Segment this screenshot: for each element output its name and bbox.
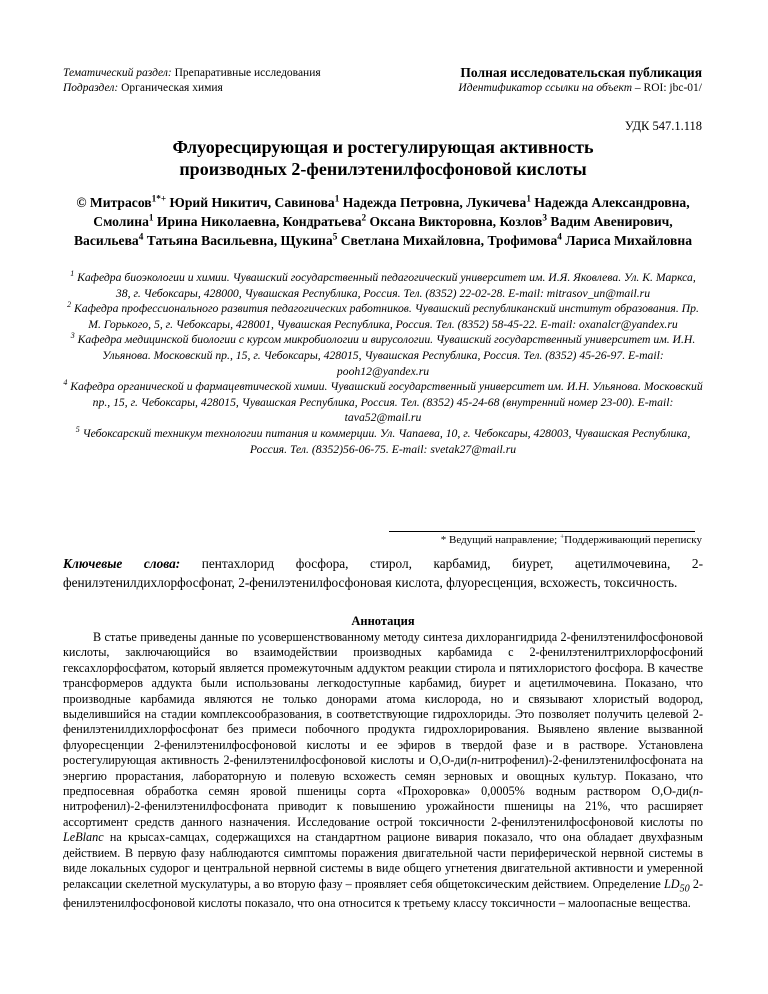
subsection-label: Подраздел: xyxy=(63,82,119,94)
author-rest: Лариса Михайловна xyxy=(561,233,692,248)
annotation-subscript: 50 xyxy=(679,882,690,894)
affiliation-list xyxy=(63,270,703,457)
affiliation-1 xyxy=(63,270,703,301)
section-line xyxy=(63,66,321,81)
author-name: Васильева xyxy=(73,233,139,248)
footnote-text: * Ведущий направление; xyxy=(440,534,560,546)
annotation-part: 2-фенилэтенилфосфоновой кислоты показало, что она относится к третьему классу токсичности – малоопасные вещества. xyxy=(63,876,703,911)
author-rest: Светлана Михайловна, xyxy=(337,233,488,248)
section-label: Тематический раздел: xyxy=(63,67,172,79)
author-name: Савинова xyxy=(274,195,335,210)
author-affiliation-mark: 1 xyxy=(148,212,154,223)
author-affiliation-mark: 1 xyxy=(334,193,340,204)
affiliation-text: Кафедра профессионального развития педагогических работников. Чувашский республиканский институт образования. Пр. М. Горького, 5, г. Чебоксары, 428001, Чувашская Республика, Россия. Тел. (8352) 58-45-22. E-mail: oxanalcr@yandex.ru xyxy=(71,302,699,331)
annotation-heading: Аннотация xyxy=(351,614,415,628)
annotation-italic: LD xyxy=(663,876,680,891)
header-right xyxy=(458,64,702,96)
author-affiliation-mark: 1*+ xyxy=(151,193,167,204)
affiliation-text: Кафедра органической и фармацевтической химии. Чувашский государственный университет им. И.Н. Ульянова. Московский пр., 15, г. Чебоксары, 428015, Чувашская Республика, Россия. Тел. (8352) 45-24-68 (внутренний номер 23-00). E-mail: tava52@mail.ru xyxy=(67,380,703,425)
annotation-part: -нитрофенил)-2-фенилэтенилфосфоната приводит к повышению урожайности пшеницы на 21%, что расширяет ассортимент средств данного назначения. Исследование острой токсичности 2-фенилэтенилфосфоновой кислоты по xyxy=(63,784,703,829)
affiliation-2 xyxy=(63,301,703,332)
title-line-2: производных 2-фенилэтенилфосфоновой кислоты xyxy=(179,159,587,179)
author-name: Козлов xyxy=(499,214,543,229)
author-rest: Надежда Александровна, xyxy=(530,195,690,210)
title-line-1: Флуоресцирующая и ростегулирующая активность xyxy=(172,137,594,157)
affiliation-number: 4 xyxy=(63,378,68,388)
section-value: Препаративные исследования xyxy=(174,67,321,79)
author-name: Щукина xyxy=(280,233,333,248)
affiliation-number: 3 xyxy=(70,331,75,341)
author-rest: Юрий Никитич, xyxy=(166,195,275,210)
author-affiliation-mark: 4 xyxy=(557,231,562,242)
author-name: Лукичева xyxy=(466,195,527,210)
annotation-italic: п xyxy=(692,784,699,799)
affiliation-text: Кафедра медицинской биологии с курсом микробиологии и вирусологии. Чувашский государственный университет им. И.Н. Ульянова. Московский пр., 15, г. Чебоксары, 428015, Чувашская Республика, Россия. Тел. (8352) 45-26-97. E-mail: pooh12@yandex.ru xyxy=(74,333,696,378)
keywords-text: пентахлорид фосфора, стирол, карбамид, биурет, ацетилмочевина, 2-фенилэтенилдихлорфосфонат, 2-фенилэтенилфосфоновая кислота, флуоресценция, всхожесть, токсичность. xyxy=(63,556,703,590)
affiliation-text: Кафедра биоэкологии и химии. Чувашский государственный педагогический университет им. И.Я. Яковлева. Ул. К. Маркса, 38, г. Чебоксары, 428000, Чувашская Республика, Россия. Тел. (8352) 22-02-28. E-mail: mitrasov_un@mail.ru xyxy=(74,271,696,300)
reference-line xyxy=(458,81,702,96)
annotation-part: на крысах-самцах, содержащихся на стандартном рационе вивария показало, что она обладает двухфазным действием. В первую фазу наблюдаются симптомы поражения двигательной части периферической нервной системы в виде локальных судорог и центральной нервной системы в виде общего угнетения двигательной активности и умеренной релаксации скелетной мускулатуры, а во вторую фазу – проявляет себя общетоксическим действием. Определение xyxy=(63,830,703,891)
author-rest: Надежда Петровна, xyxy=(339,195,467,210)
author-rest: Ирина Николаевна, xyxy=(153,214,283,229)
footnote-divider xyxy=(389,531,695,532)
author-name: Кондратьева xyxy=(282,214,362,229)
author-rest: Вадим Авенирович, xyxy=(546,214,673,229)
annotation-part: В статье приведены данные по усовершенствованному методу синтеза дихлорангидрида 2-фенилэтенилфосфоновой кислоты, заключающийся во взаимодействии производных карбамида с 2-фенилэтенилтрихлорфосфоний гексахлорфосфатом, который является промежуточным аддуктом реакции стирола и пятихлористого фосфора. В качестве трансформеров аддукта были использованы легкодоступные карбамид, биурет и ацетилмочевина. Показано, что производные карбамида являются не только донорами атома кислорода, но и связывают хлористый водород, выделившийся на стадии комплексообразования, в соответствующие гидрохлориды. Это позволяет получить целевой 2-фенилэтенилдихлорфосфонат без примеси побочного продукта гидрохлорирования. Выявлено явление вызванной флуоресценции 2-фенилэтенилфосфоновой кислоты и ее эфиров в твердой фазе и в растворе. Установлена ростегулирующая активность 2-фенилэтенилфосфоновой кислоты и О,О-ди( xyxy=(63,630,703,768)
annotation-part: -нитрофенил)-2-фенилэтенилфосфоната на энергию прорастания, лабораторную и полевую всхожесть семян зерновых и овощных культур. Показано, что предпосевная обработка семян яровой пшеницы сорта «Прохоровка» 0,0005% водным раствором О,О-ди( xyxy=(63,753,703,799)
affiliation-number: 2 xyxy=(67,300,72,310)
affiliation-5 xyxy=(63,426,703,457)
annotation-text xyxy=(63,630,703,912)
udk-code: УДК 547.1.118 xyxy=(624,119,702,133)
author-name: © Митрасов xyxy=(76,195,152,210)
author-affiliation-mark: 1 xyxy=(526,193,531,204)
annotation-italic: LeBlanc xyxy=(63,830,104,845)
annotation-italic: п xyxy=(471,753,478,768)
subsection-value: Органическая химия xyxy=(121,82,223,94)
author-rest: Оксана Викторовна, xyxy=(366,214,500,229)
author-affiliation-mark: 2 xyxy=(361,212,367,223)
keywords xyxy=(63,555,703,592)
reference-value: – ROI: jbc-01/ xyxy=(634,82,702,94)
footnote xyxy=(440,531,702,546)
author-affiliation-mark: 5 xyxy=(332,231,338,242)
author-list xyxy=(63,193,703,250)
affiliation-4 xyxy=(63,379,703,426)
author-affiliation-mark: 3 xyxy=(542,212,547,223)
affiliation-number: 5 xyxy=(75,425,80,435)
header-left xyxy=(63,66,321,96)
affiliation-number: 1 xyxy=(70,269,75,279)
author-name: Смолина xyxy=(93,214,149,229)
reference-label: Идентификатор ссылки на объект xyxy=(458,82,633,94)
footnote-mark: + xyxy=(559,531,565,541)
footnote-text-end: Поддерживающий переписку xyxy=(564,534,702,546)
subsection-line xyxy=(63,81,321,96)
article-title xyxy=(63,136,703,180)
author-affiliation-mark: 4 xyxy=(138,231,144,242)
author-name: Трофимова xyxy=(487,233,558,248)
author-rest: Татьяна Васильевна, xyxy=(143,233,281,248)
publication-type: Полная исследовательская публикация xyxy=(460,65,702,80)
affiliation-text: Чебоксарский техникум технологии питания и коммерции. Ул. Чапаева, 10, г. Чебоксары, 428003, Чувашская Республика, Россия. Тел. (8352)56-06-75. E-mail: svetak27@mail.ru xyxy=(79,426,691,456)
keywords-label: Ключевые слова: xyxy=(63,556,181,571)
affiliation-3 xyxy=(63,332,703,379)
